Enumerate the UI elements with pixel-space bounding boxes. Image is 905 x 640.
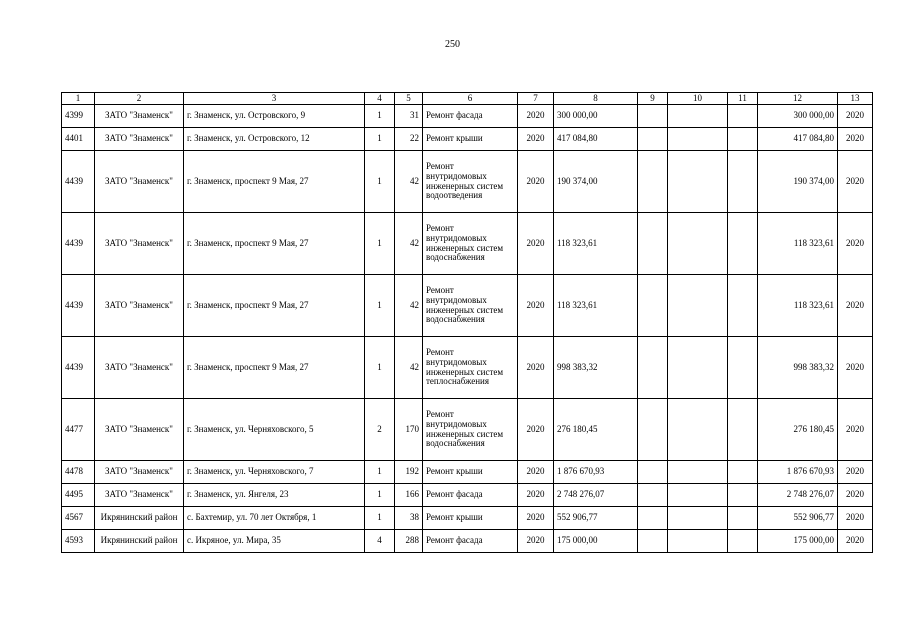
col4-cell: 1 [365, 151, 395, 213]
column-header-10: 10 [668, 93, 728, 105]
col9-cell [638, 399, 668, 461]
municipality-cell: ЗАТО "Знаменск" [95, 484, 184, 507]
col5-cell: 170 [395, 399, 423, 461]
municipality-cell: ЗАТО "Знаменск" [95, 128, 184, 151]
year-cell: 2020 [518, 275, 554, 337]
table-row [62, 128, 873, 151]
cost-cell: 190 374,00 [554, 151, 638, 213]
column-header-4: 4 [365, 93, 395, 105]
municipality-cell: ЗАТО "Знаменск" [95, 151, 184, 213]
col10-cell [668, 105, 728, 128]
address-cell: г. Знаменск, ул. Островского, 12 [184, 128, 365, 151]
year-cell: 2020 [518, 507, 554, 530]
col11-cell [728, 461, 758, 484]
year-end-cell: 2020 [838, 128, 873, 151]
col9-cell [638, 213, 668, 275]
row-id: 4439 [62, 275, 95, 337]
col9-cell [638, 507, 668, 530]
row-id: 4495 [62, 484, 95, 507]
total-cell: 118 323,61 [758, 275, 838, 337]
work-type-cell: Ремонт внутридомовых инженерных систем водоснабжения [423, 399, 518, 461]
total-cell: 417 084,80 [758, 128, 838, 151]
cost-cell: 276 180,45 [554, 399, 638, 461]
cost-cell: 175 000,00 [554, 530, 638, 553]
col10-cell [668, 399, 728, 461]
year-end-cell: 2020 [838, 275, 873, 337]
address-cell: г. Знаменск, ул. Черняховского, 5 [184, 399, 365, 461]
row-id: 4477 [62, 399, 95, 461]
year-end-cell: 2020 [838, 151, 873, 213]
col9-cell [638, 128, 668, 151]
year-cell: 2020 [518, 213, 554, 275]
year-end-cell: 2020 [838, 507, 873, 530]
col4-cell: 2 [365, 399, 395, 461]
col5-cell: 38 [395, 507, 423, 530]
col5-cell: 42 [395, 275, 423, 337]
row-id: 4439 [62, 337, 95, 399]
column-header-13: 13 [838, 93, 873, 105]
cost-cell: 552 906,77 [554, 507, 638, 530]
municipality-cell: ЗАТО "Знаменск" [95, 213, 184, 275]
total-cell: 276 180,45 [758, 399, 838, 461]
total-cell: 190 374,00 [758, 151, 838, 213]
year-cell: 2020 [518, 128, 554, 151]
col9-cell [638, 151, 668, 213]
col11-cell [728, 507, 758, 530]
work-type-cell: Ремонт внутридомовых инженерных систем теплоснабжения [423, 337, 518, 399]
total-cell: 118 323,61 [758, 213, 838, 275]
col4-cell: 1 [365, 213, 395, 275]
col9-cell [638, 484, 668, 507]
table-row [62, 484, 873, 507]
col10-cell [668, 128, 728, 151]
year-end-cell: 2020 [838, 337, 873, 399]
col10-cell [668, 507, 728, 530]
col4-cell: 1 [365, 461, 395, 484]
table-row [62, 105, 873, 128]
work-type-cell: Ремонт крыши [423, 507, 518, 530]
work-type-cell: Ремонт фасада [423, 530, 518, 553]
col5-cell: 166 [395, 484, 423, 507]
year-end-cell: 2020 [838, 530, 873, 553]
cost-cell: 417 084,80 [554, 128, 638, 151]
col4-cell: 1 [365, 105, 395, 128]
year-cell: 2020 [518, 530, 554, 553]
work-type-cell: Ремонт внутридомовых инженерных систем водоснабжения [423, 213, 518, 275]
total-cell: 552 906,77 [758, 507, 838, 530]
page-number: 250 [445, 39, 460, 50]
col5-cell: 42 [395, 213, 423, 275]
column-header-2: 2 [95, 93, 184, 105]
address-cell: г. Знаменск, ул. Островского, 9 [184, 105, 365, 128]
year-cell: 2020 [518, 337, 554, 399]
address-cell: г. Знаменск, проспект 9 Мая, 27 [184, 213, 365, 275]
row-id: 4401 [62, 128, 95, 151]
col10-cell [668, 275, 728, 337]
col10-cell [668, 461, 728, 484]
col11-cell [728, 530, 758, 553]
address-cell: г. Знаменск, ул. Черняховского, 7 [184, 461, 365, 484]
year-cell: 2020 [518, 399, 554, 461]
col5-cell: 42 [395, 337, 423, 399]
cost-cell: 118 323,61 [554, 275, 638, 337]
col4-cell: 1 [365, 275, 395, 337]
row-id: 4593 [62, 530, 95, 553]
column-header-11: 11 [728, 93, 758, 105]
registry-table [61, 92, 873, 553]
municipality-cell: Икрянинский район [95, 530, 184, 553]
column-header-3: 3 [184, 93, 365, 105]
column-header-8: 8 [554, 93, 638, 105]
cost-cell: 300 000,00 [554, 105, 638, 128]
year-end-cell: 2020 [838, 105, 873, 128]
col5-cell: 22 [395, 128, 423, 151]
col4-cell: 1 [365, 484, 395, 507]
year-end-cell: 2020 [838, 399, 873, 461]
table-row [62, 507, 873, 530]
table-row [62, 337, 873, 399]
column-header-9: 9 [638, 93, 668, 105]
year-end-cell: 2020 [838, 461, 873, 484]
col5-cell: 31 [395, 105, 423, 128]
row-id: 4439 [62, 213, 95, 275]
cost-cell: 118 323,61 [554, 213, 638, 275]
column-header-5: 5 [395, 93, 423, 105]
address-cell: г. Знаменск, проспект 9 Мая, 27 [184, 151, 365, 213]
col11-cell [728, 128, 758, 151]
work-type-cell: Ремонт внутридомовых инженерных систем водоснабжения [423, 275, 518, 337]
cost-cell: 998 383,32 [554, 337, 638, 399]
row-id: 4439 [62, 151, 95, 213]
total-cell: 2 748 276,07 [758, 484, 838, 507]
work-type-cell: Ремонт фасада [423, 105, 518, 128]
municipality-cell: ЗАТО "Знаменск" [95, 337, 184, 399]
col11-cell [728, 213, 758, 275]
col9-cell [638, 275, 668, 337]
col11-cell [728, 105, 758, 128]
col5-cell: 42 [395, 151, 423, 213]
municipality-cell: ЗАТО "Знаменск" [95, 461, 184, 484]
address-cell: с. Икряное, ул. Мира, 35 [184, 530, 365, 553]
col11-cell [728, 275, 758, 337]
work-type-cell: Ремонт крыши [423, 128, 518, 151]
table-row [62, 461, 873, 484]
municipality-cell: Икрянинский район [95, 507, 184, 530]
table-header-row [62, 93, 873, 105]
table-row [62, 399, 873, 461]
col10-cell [668, 530, 728, 553]
year-cell: 2020 [518, 151, 554, 213]
col10-cell [668, 151, 728, 213]
column-header-7: 7 [518, 93, 554, 105]
column-header-12: 12 [758, 93, 838, 105]
row-id: 4478 [62, 461, 95, 484]
table-row [62, 275, 873, 337]
col11-cell [728, 484, 758, 507]
cost-cell: 2 748 276,07 [554, 484, 638, 507]
col4-cell: 1 [365, 337, 395, 399]
address-cell: г. Знаменск, проспект 9 Мая, 27 [184, 337, 365, 399]
col10-cell [668, 213, 728, 275]
col9-cell [638, 105, 668, 128]
year-cell: 2020 [518, 484, 554, 507]
cost-cell: 1 876 670,93 [554, 461, 638, 484]
municipality-cell: ЗАТО "Знаменск" [95, 275, 184, 337]
table-row [62, 213, 873, 275]
work-type-cell: Ремонт фасада [423, 484, 518, 507]
col11-cell [728, 337, 758, 399]
total-cell: 300 000,00 [758, 105, 838, 128]
col4-cell: 1 [365, 128, 395, 151]
municipality-cell: ЗАТО "Знаменск" [95, 399, 184, 461]
col10-cell [668, 337, 728, 399]
address-cell: г. Знаменск, проспект 9 Мая, 27 [184, 275, 365, 337]
total-cell: 998 383,32 [758, 337, 838, 399]
table-row [62, 530, 873, 553]
municipality-cell: ЗАТО "Знаменск" [95, 105, 184, 128]
column-header-1: 1 [62, 93, 95, 105]
work-type-cell: Ремонт крыши [423, 461, 518, 484]
col5-cell: 288 [395, 530, 423, 553]
col9-cell [638, 337, 668, 399]
col4-cell: 1 [365, 507, 395, 530]
year-cell: 2020 [518, 105, 554, 128]
total-cell: 175 000,00 [758, 530, 838, 553]
col5-cell: 192 [395, 461, 423, 484]
col10-cell [668, 484, 728, 507]
col9-cell [638, 530, 668, 553]
address-cell: с. Бахтемир, ул. 70 лет Октября, 1 [184, 507, 365, 530]
total-cell: 1 876 670,93 [758, 461, 838, 484]
column-header-6: 6 [423, 93, 518, 105]
col11-cell [728, 399, 758, 461]
col9-cell [638, 461, 668, 484]
row-id: 4567 [62, 507, 95, 530]
year-end-cell: 2020 [838, 213, 873, 275]
col11-cell [728, 151, 758, 213]
row-id: 4399 [62, 105, 95, 128]
table-row [62, 151, 873, 213]
work-type-cell: Ремонт внутридомовых инженерных систем водоотведения [423, 151, 518, 213]
address-cell: г. Знаменск, ул. Янгеля, 23 [184, 484, 365, 507]
col4-cell: 4 [365, 530, 395, 553]
year-end-cell: 2020 [838, 484, 873, 507]
year-cell: 2020 [518, 461, 554, 484]
